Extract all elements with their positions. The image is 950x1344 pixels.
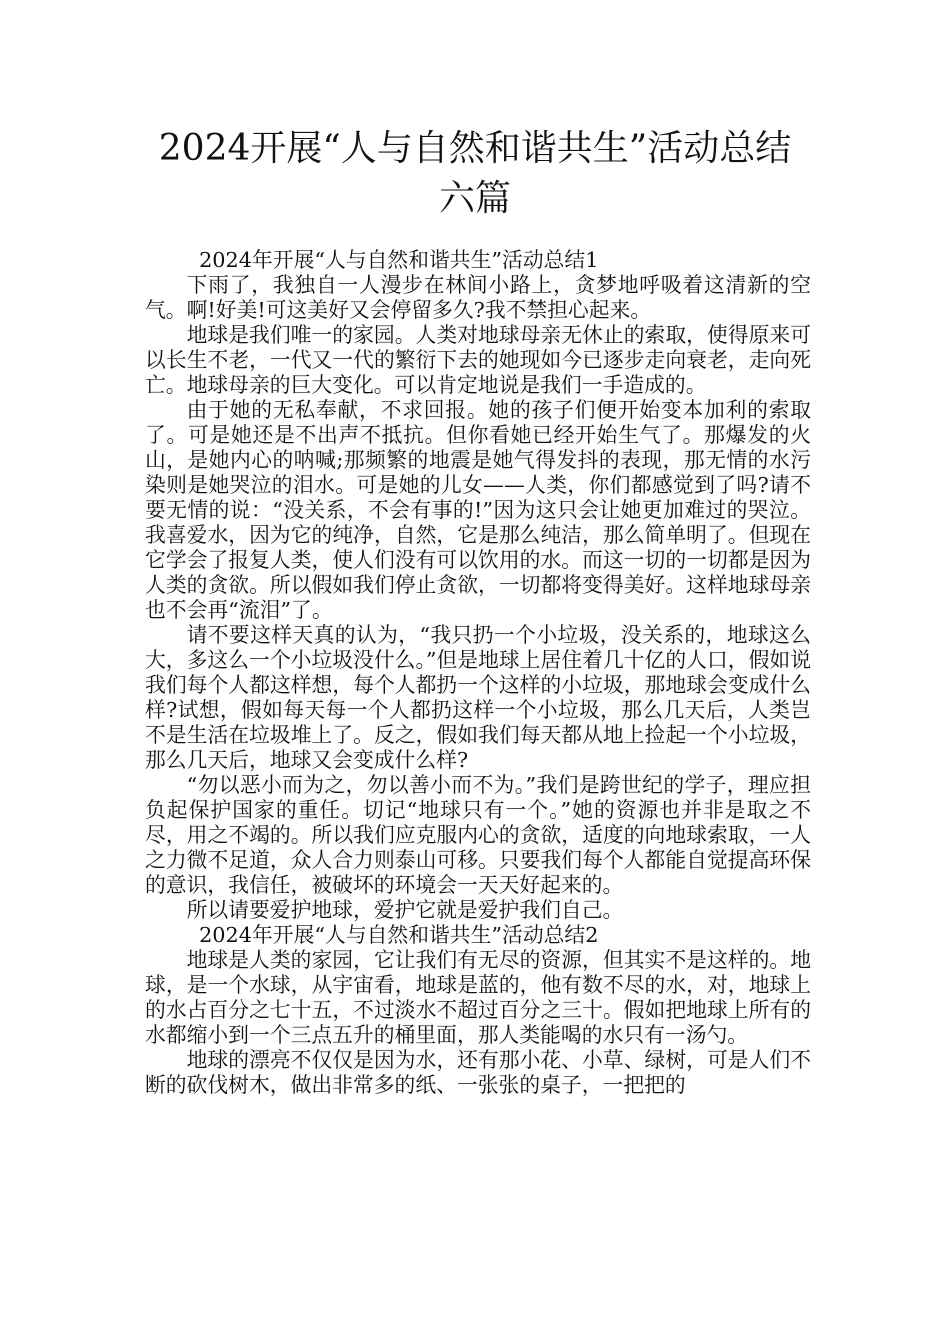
body-paragraph: 请不要这样天真的认为，“我只扔一个小垃圾，没关系的，地球这么大，多这么一个小垃圾没什么。”但是地球上居住着几十亿的人口，假如说我们每个人都这样想，每个人都扔一个这样的小垃圾，那地球会变成什么样?试想，假如每天每一个人都扔这样一个小垃圾，那么几天后，人类岂不是生活在垃圾堆上了。反之，假如我们每天都从地上捡起一个小垃圾，那么几天后，地球又会变成什么样? xyxy=(145,623,811,772)
document-title xyxy=(120,124,830,224)
section-heading-1: 2024年开展“人与自然和谐共生”活动总结1 xyxy=(199,248,599,272)
body-paragraph: 下雨了，我独自一人漫步在林间小路上，贪梦地呼吸着这清新的空气。啊!好美!可这美好又会停留多久?我不禁担心起来。 xyxy=(145,273,811,322)
body-paragraph: 由于她的无私奉献，不求回报。她的孩子们便开始变本加利的索取了。可是她还是不出声不抵抗。但你看她已经开始生气了。那爆发的火山，是她内心的呐喊;那频繁的地震是她气得发抖的表现，那无情的水污染则是她哭泣的泪水。可是她的儿女——人类，你们都感觉到了吗?请不要无情的说：“没关系，不会有事的!”因为这只会让她更加难过的哭泣。我喜爱水，因为它的纯净，自然，它是那么纯洁，那么简单明了。但现在它学会了报复人类，使人们没有可以饮用的水。而这一切的一切都是因为人类的贪欲。所以假如我们停止贪欲，一切都将变得美好。这样地球母亲也不会再“流泪”了。 xyxy=(145,398,811,622)
body-paragraph: 地球的漂亮不仅仅是因为水，还有那小花、小草、绿树，可是人们不断的砍伐树木，做出非常多的纸、一张张的桌子，一把把的 xyxy=(145,1048,811,1097)
document-body xyxy=(145,248,811,1098)
document-title-line-2: 六篇 xyxy=(438,178,511,219)
body-paragraph: 地球是我们唯一的家园。人类对地球母亲无休止的索取，使得原来可以长生不老，一代又一代的繁衍下去的她现如今已逐步走向衰老，走向死亡。地球母亲的巨大变化。可以肯定地说是我们一手造成的。 xyxy=(145,323,811,397)
document-title-line-1: 2024开展“人与自然和谐共生”活动总结 xyxy=(158,128,792,169)
body-paragraph: 地球是人类的家园，它让我们有无尽的资源，但其实不是这样的。地球，是一个水球，从宇宙看，地球是蓝的，他有数不尽的水，对，地球上的水占百分之七十五，不过淡水不超过百分之三十。假如把地球上所有的水都缩小到一个三点五升的桶里面，那人类能喝的水只有一汤勺。 xyxy=(145,948,811,1047)
body-paragraph: 所以请要爱护地球，爱护它就是爱护我们自己。 xyxy=(186,898,624,922)
section-heading-2: 2024年开展“人与自然和谐共生”活动总结2 xyxy=(199,923,599,947)
body-paragraph: “勿以恶小而为之，勿以善小而不为。”我们是跨世纪的学子，理应担负起保护国家的重任。切记“地球只有一个。”她的资源也并非是取之不尽，用之不竭的。所以我们应克服内心的贪欲，适度的向地球索取，一人之力微不足道，众人合力则泰山可移。只要我们每个人都能自觉提高环保的意识，我信任，被破坏的环境会一天天好起来的。 xyxy=(145,773,811,897)
